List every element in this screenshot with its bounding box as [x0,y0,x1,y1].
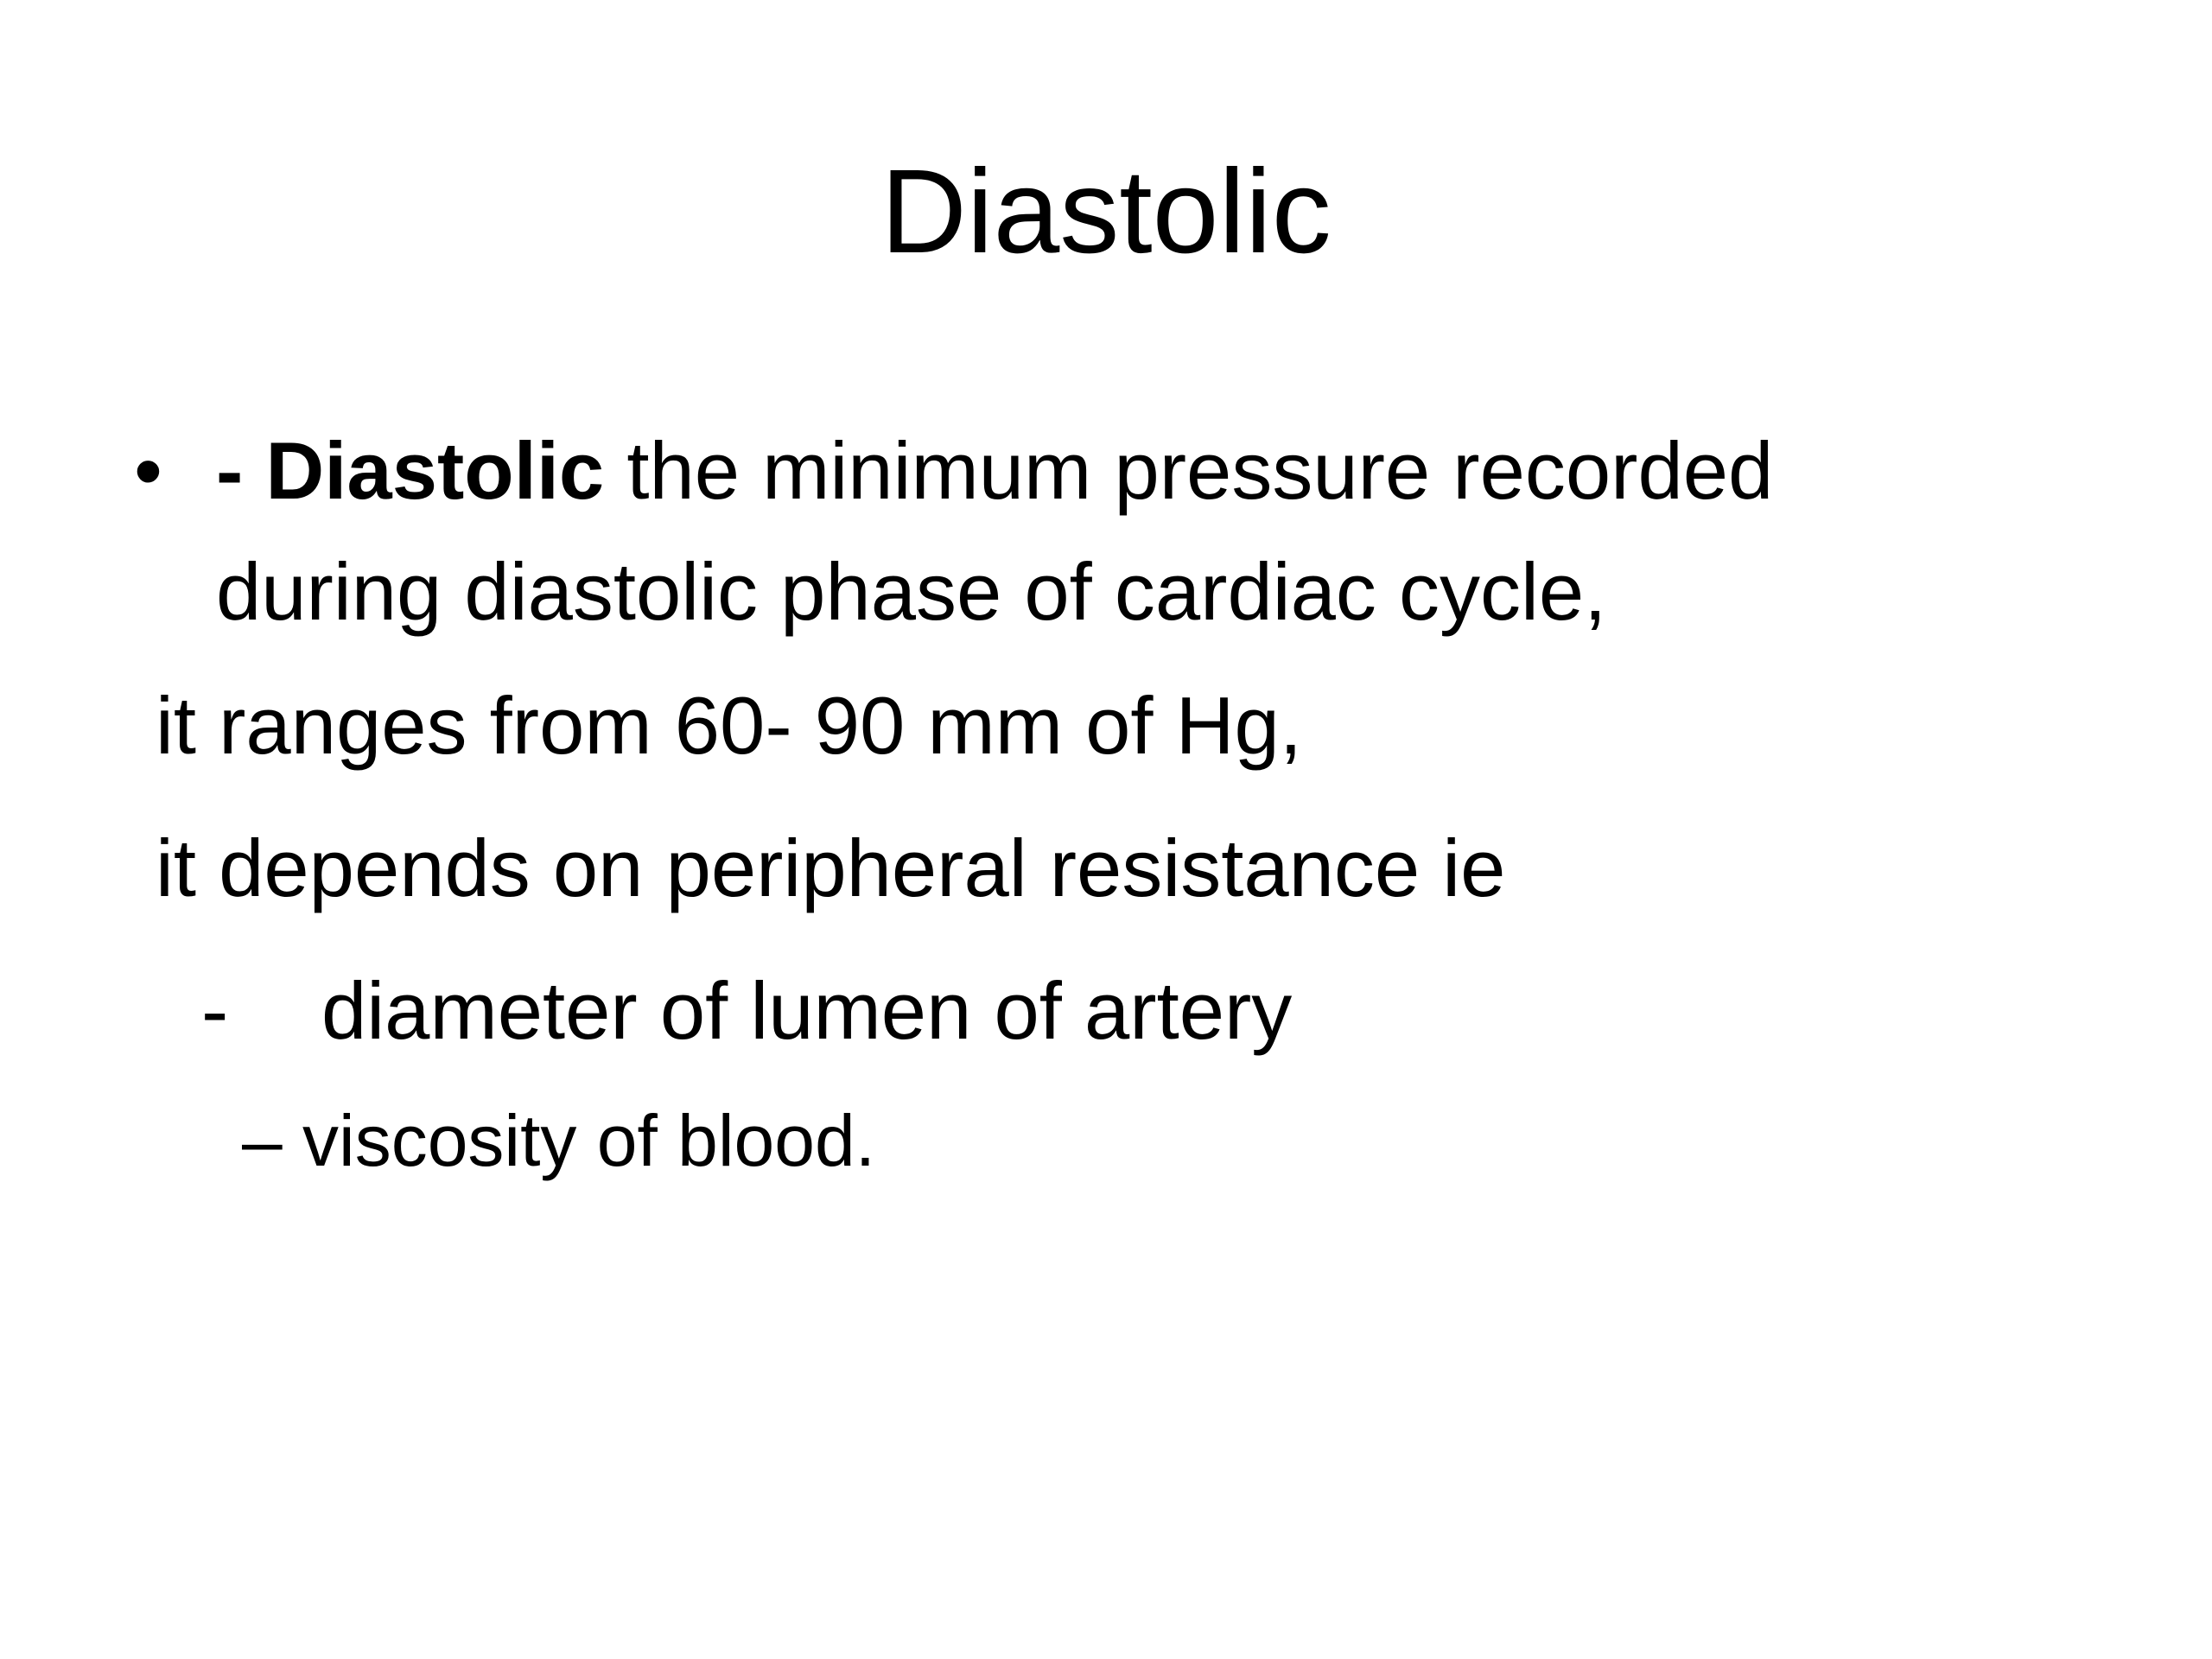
bullet-bold-term: - Diastolic [216,425,605,516]
sub-item-2-text: – viscosity of blood. [242,1100,876,1181]
bullet-line-1 [216,419,1773,523]
bullet-line-1-text: the minimum pressure recorded [604,425,1774,516]
sub-item-1-marker: - [201,965,229,1056]
bullet-line-2: during diastolic phase of cardiac cycle, [216,546,1607,637]
sub-item-1-text: diameter of lumen of artery [321,965,1293,1056]
bullet-dot: • [134,425,162,516]
slide-title: Diastolic [880,145,1332,278]
depends-line: it depends on peripheral resistance ie [156,823,1506,913]
range-line: it ranges from 60- 90 mm of Hg, [156,680,1302,771]
